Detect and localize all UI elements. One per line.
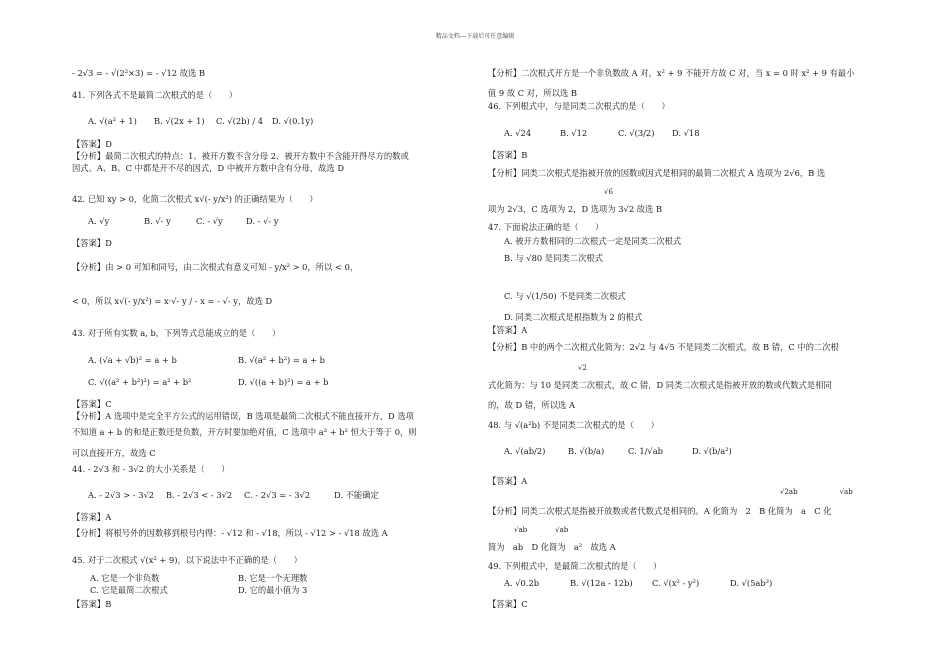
question-stem: 48. 与 √(a²b) 不是同类二次根式的是（ ） xyxy=(488,420,659,430)
option-a: A. - 2√3 > - 3√2 xyxy=(88,490,155,500)
answer: 【答案】A xyxy=(488,325,528,335)
option-b: B. √(2x + 1) xyxy=(154,116,205,126)
analysis: 不知道 a + b 的和是正数还是负数，开方时要加绝对值，C 选项中 a² + b² 恒大于等于 0，则 xyxy=(72,427,417,437)
answer: 【答案】D xyxy=(72,238,112,248)
analysis: 【分析】同类二次根式是指被开放数或者代数式是相同的。A 化简为 2 B 化简为 a C 化 xyxy=(488,506,832,516)
option-a: A. 它是一个非负数 xyxy=(90,573,160,583)
answer: 【答案】A xyxy=(72,512,112,522)
analysis: 【分析】二次根式开方是一个非负数故 A 对，x² + 9 不能开方故 C 对，当 x = 0 时 x² + 9 有最小 xyxy=(488,68,855,78)
option-b: B. √- y xyxy=(144,216,171,226)
option-c: C. - 2√3 = - 3√2 xyxy=(244,490,311,500)
option-d: D. √((a + b)²) = a + b xyxy=(238,377,329,387)
option-c: C. 1/√ab xyxy=(628,446,663,456)
analysis: 项为 2√3，C 选项为 2，D 选项为 3√2 故选 B xyxy=(488,204,663,214)
fraction-numerator: √2 xyxy=(578,364,587,372)
fraction-numerator: √ab √ab xyxy=(514,526,569,534)
question-stem: 47. 下面说法正确的是（ ） xyxy=(488,222,604,232)
fraction-numerator: √6 xyxy=(604,188,613,196)
analysis: 【分析】A 选项中是完全平方公式的运用错误，B 选项是最简二次根式不能直接开方，D 选项 xyxy=(72,411,414,421)
question-stem: 43. 对于所有实数 a, b，下列等式总能成立的是（ ） xyxy=(72,328,281,338)
option-a: A. √0.2b xyxy=(504,578,540,588)
option-c: C. 它是最简二次根式 xyxy=(90,585,168,595)
text-line: - 2√3 = - √(2²×3) = - √12 故选 B xyxy=(72,68,206,78)
analysis: 式化简为：与 10 是同类二次根式，故 C 错，D 同类二次根式是指被开放的数或代数式是相同 xyxy=(488,380,832,390)
question-stem: 44. - 2√3 和 - 3√2 的大小关系是（ ） xyxy=(72,464,230,474)
option-d: D. √(0.1y) xyxy=(272,116,314,126)
analysis: 简为 ab D 化简为 a² 故选 A xyxy=(488,542,616,552)
fraction-numerator: √2ab √ab xyxy=(780,488,853,496)
option-b: B. - 2√3 < - 3√2 xyxy=(166,490,233,500)
option-a: A. √24 xyxy=(504,128,532,138)
analysis: 因式。A、B、C 中都是开不尽的因式，D 中被开方数中含有分母，故选 D xyxy=(72,163,344,173)
option-b: B. √(a² + b²) = a + b xyxy=(238,355,325,365)
option-c: C. √(3/2) xyxy=(618,128,655,138)
option-c: C. √(x² - y²) xyxy=(652,578,700,588)
option-d: D. - √- y xyxy=(246,216,279,226)
answer: 【答案】D xyxy=(72,139,112,149)
answer: 【答案】B xyxy=(488,150,528,160)
analysis: 【分析】由 > 0 可知和同号，由二次根式有意义可知 - y/x² > 0，所以 < 0， xyxy=(72,262,359,272)
question-stem: 42. 已知 xy > 0，化简二次根式 x√(- y/x²) 的正确结果为（ ） xyxy=(72,194,318,204)
analysis: 【分析】最简二次根式的特点：1、被开方数不含分母 2、被开方数中不含能开得尽方的数或 xyxy=(72,151,409,161)
page-header: 精品文档---下载后可任意编辑 xyxy=(435,33,515,40)
option-a: A. √(a² + 1) xyxy=(88,116,137,126)
option-c: C. - √y xyxy=(196,216,223,226)
answer: 【答案】B xyxy=(72,599,112,609)
option-b: B. √(12a - 12b) xyxy=(570,578,633,588)
option-a: A. √(ab/2) xyxy=(504,446,546,456)
analysis: 【分析】同类二次根式是指被开放的因数或因式是相同的最简二次根式 A 选项为 2√6，B 选 xyxy=(488,168,826,178)
analysis: 的，故 D 错，所以选 A xyxy=(488,400,575,410)
analysis: 值 9 故 C 对，所以选 B xyxy=(488,88,577,98)
option-a: A. 被开方数相同的二次根式一定是同类二次根式 xyxy=(504,236,682,246)
analysis: < 0，所以 x√(- y/x²) = x·√- y / - x = - √- y，故选 D xyxy=(72,296,273,306)
analysis: 可以直接开方，故选 C xyxy=(72,448,156,458)
option-b: B. 它是一个无理数 xyxy=(238,573,308,583)
answer: 【答案】A xyxy=(488,476,528,486)
option-a: A. √y xyxy=(88,216,110,226)
question-stem: 46. 下列根式中，与是同类二次根式的是（ ） xyxy=(488,101,670,111)
option-a: A. (√a + √b)² = a + b xyxy=(88,355,177,365)
option-b: B. √12 xyxy=(560,128,588,138)
answer: 【答案】C xyxy=(72,399,112,409)
option-b: B. √(b/a) xyxy=(568,446,605,456)
option-b: B. 与 √80 是同类二次根式 xyxy=(504,253,603,263)
answer: 【答案】C xyxy=(488,599,528,609)
option-c: C. √(2b) / 4 xyxy=(216,116,264,126)
option-c: C. 与 √(1/50) 不是同类二次根式 xyxy=(504,291,626,301)
option-d: D. 同类二次根式是根指数为 2 的根式 xyxy=(504,312,643,322)
analysis: 【分析】将根号外的因数移到根号内得：- √12 和 - √18，所以 - √12 > - √18 故选 A xyxy=(72,528,388,538)
option-d: D. 它的最小值为 3 xyxy=(238,585,308,595)
option-d: D. √18 xyxy=(672,128,700,138)
option-d: D. √(5ab²) xyxy=(730,578,773,588)
question-stem: 41. 下列各式不是最简二次根式的是（ ） xyxy=(72,90,238,100)
question-stem: 49. 下列根式中，是最简二次根式的是（ ） xyxy=(488,561,662,571)
question-stem: 45. 对于二次根式 √(x² + 9)，以下说法中不正确的是（ ） xyxy=(72,555,302,565)
option-d: D. 不能确定 xyxy=(334,490,379,500)
option-c: C. √((a² + b²)²) = a² + b² xyxy=(88,377,192,387)
option-d: D. √(b/a²) xyxy=(692,446,732,456)
analysis: 【分析】B 中的两个二次根式化简为：2√2 与 4√5 不是同类二次根式，故 B 错，C 中的二次根 xyxy=(488,342,839,352)
